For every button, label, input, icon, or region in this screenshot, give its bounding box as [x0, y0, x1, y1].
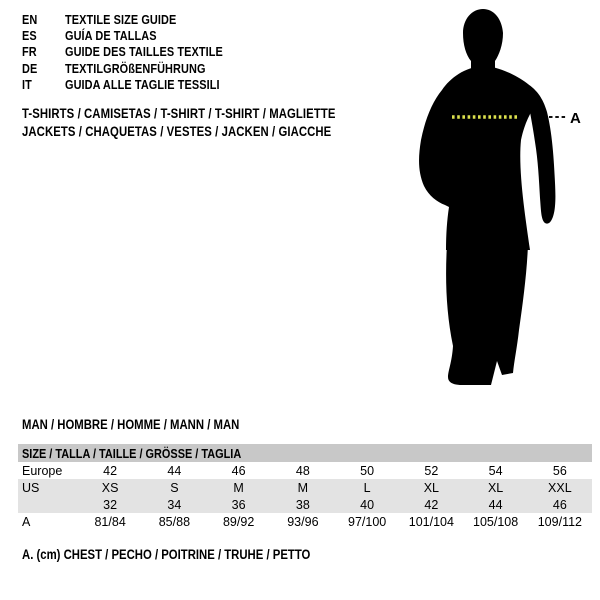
language-title: GUIDE DES TAILLES TEXTILE [65, 44, 223, 60]
language-code: IT [22, 76, 32, 92]
size-cell: 36 [231, 497, 246, 512]
size-cell: S [170, 480, 179, 495]
silhouette-legs [446, 244, 528, 385]
language-code: DE [22, 60, 38, 76]
language-row-en [22, 11, 253, 27]
language-row-it [22, 76, 253, 92]
size-cell: 40 [360, 497, 375, 512]
size-cell: XL [487, 480, 504, 495]
size-cell: 46 [552, 497, 567, 512]
row-label: Europe [22, 463, 63, 478]
size-cell: M [233, 480, 244, 495]
size-cell: 89/92 [222, 514, 255, 529]
size-cell: XXL [548, 480, 572, 495]
language-title: GUÍA DE TALLAS [65, 27, 157, 43]
gender-label [22, 417, 281, 432]
size-table [18, 444, 592, 530]
size-cell: 93/96 [287, 514, 319, 529]
size-cell: 50 [360, 463, 375, 478]
size-cell: 81/84 [94, 514, 126, 529]
language-code: ES [22, 27, 37, 43]
row-label: A [22, 514, 31, 529]
measure-a-label: A [570, 110, 581, 127]
size-cell: 46 [231, 463, 246, 478]
man-silhouette-figure [400, 0, 585, 392]
language-row-fr [22, 44, 253, 60]
language-title-list [22, 11, 253, 92]
size-cell: 56 [552, 463, 567, 478]
language-title: GUIDA ALLE TAGLIE TESSILI [65, 76, 220, 92]
silhouette-head [463, 9, 503, 70]
size-cell: 54 [488, 463, 503, 478]
table-row-chest [18, 513, 592, 530]
measure-footnote-text: A. (cm) CHEST / PECHO / POITRINE / TRUHE / PETTO [22, 547, 311, 562]
language-title: TEXTILE SIZE GUIDE [65, 11, 177, 27]
size-table-header-text: SIZE / TALLA / TAILLE / GRÖSSE / TAGLIA [22, 445, 242, 461]
size-table-header [18, 444, 592, 462]
category-tshirts: T-SHIRTS / CAMISETAS / T-SHIRT / T-SHIRT / MAGLIETTE [22, 106, 336, 121]
language-code: FR [22, 44, 37, 60]
size-cell: 44 [488, 497, 503, 512]
size-cell: 52 [424, 463, 439, 478]
size-cell: 44 [167, 463, 182, 478]
silhouette-torso [419, 66, 541, 250]
garment-categories [22, 106, 395, 141]
size-cell: XL [423, 480, 440, 495]
language-row-es [22, 27, 253, 43]
size-cell: L [363, 480, 371, 495]
size-cell: 101/104 [408, 514, 454, 529]
measure-footnote [22, 547, 365, 562]
language-title: TEXTILGRÖßENFÜHRUNG [65, 60, 206, 76]
size-cell: 34 [167, 497, 182, 512]
size-cell: 38 [295, 497, 310, 512]
size-cell: 85/88 [158, 514, 191, 529]
size-cell: 109/112 [537, 514, 582, 529]
row-label: US [22, 480, 40, 495]
size-cell: M [297, 480, 309, 495]
size-cell: 32 [103, 497, 118, 512]
category-jackets: JACKETS / CHAQUETAS / VESTES / JACKEN / GIACCHE [22, 123, 332, 139]
size-cell: XS [101, 480, 119, 495]
size-cell: 42 [103, 463, 118, 478]
man-silhouette-svg [400, 0, 585, 392]
language-code: EN [22, 11, 38, 27]
table-row-us [18, 479, 592, 496]
gender-label-text: MAN / HOMBRE / HOMME / MANN / MAN [22, 417, 240, 432]
size-cell: 97/100 [348, 514, 387, 529]
table-row-europe [18, 462, 592, 479]
language-row-de [22, 60, 253, 76]
size-cell: 48 [295, 463, 310, 478]
size-cell: 42 [424, 497, 439, 512]
size-cell: 105/108 [473, 514, 519, 529]
table-row-numeric [18, 496, 592, 513]
silhouette-right-arm [524, 82, 555, 224]
